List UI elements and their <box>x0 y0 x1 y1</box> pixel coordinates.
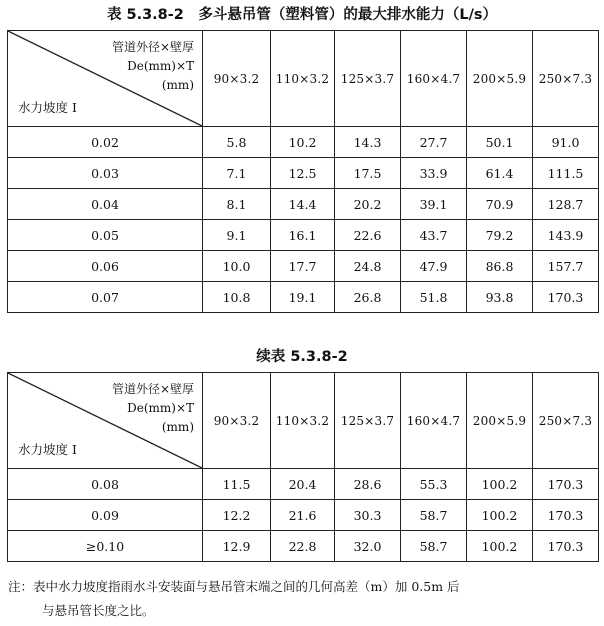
table-row <box>8 158 599 189</box>
column-header: 160×4.7 <box>401 31 467 127</box>
slope-cell: 0.09 <box>8 500 203 531</box>
table-row <box>8 189 599 220</box>
value-cell: 93.8 <box>467 282 533 313</box>
value-cell: 14.4 <box>271 189 335 220</box>
column-header: 90×3.2 <box>203 373 271 469</box>
value-cell: 20.2 <box>335 189 401 220</box>
drainage-capacity-table-continued <box>7 372 599 562</box>
value-cell: 70.9 <box>467 189 533 220</box>
value-cell: 51.8 <box>401 282 467 313</box>
value-cell: 47.9 <box>401 251 467 282</box>
value-cell: 39.1 <box>401 189 467 220</box>
table-row <box>8 469 599 500</box>
value-cell: 26.8 <box>335 282 401 313</box>
value-cell: 11.5 <box>203 469 271 500</box>
header-slope-label: 水力坡度 I <box>18 100 77 115</box>
column-header: 125×3.7 <box>335 373 401 469</box>
value-cell: 170.3 <box>533 469 599 500</box>
value-cell: 22.8 <box>271 531 335 562</box>
value-cell: 22.6 <box>335 220 401 251</box>
column-header: 110×3.2 <box>271 373 335 469</box>
value-cell: 17.7 <box>271 251 335 282</box>
slope-cell: ≥0.10 <box>8 531 203 562</box>
value-cell: 100.2 <box>467 500 533 531</box>
value-cell: 79.2 <box>467 220 533 251</box>
value-cell: 7.1 <box>203 158 271 189</box>
value-cell: 100.2 <box>467 469 533 500</box>
table-row <box>8 282 599 313</box>
value-cell: 10.8 <box>203 282 271 313</box>
value-cell: 91.0 <box>533 127 599 158</box>
value-cell: 86.8 <box>467 251 533 282</box>
table-row <box>8 531 599 562</box>
value-cell: 14.3 <box>335 127 401 158</box>
value-cell: 24.8 <box>335 251 401 282</box>
column-header: 160×4.7 <box>401 373 467 469</box>
value-cell: 55.3 <box>401 469 467 500</box>
table-row <box>8 251 599 282</box>
slope-cell: 0.03 <box>8 158 203 189</box>
value-cell: 61.4 <box>467 158 533 189</box>
slope-cell: 0.05 <box>8 220 203 251</box>
note-line: 与悬吊管长度之比。 <box>42 603 155 618</box>
column-header: 250×7.3 <box>533 373 599 469</box>
value-cell: 9.1 <box>203 220 271 251</box>
value-cell: 100.2 <box>467 531 533 562</box>
column-header: 200×5.9 <box>467 31 533 127</box>
value-cell: 8.1 <box>203 189 271 220</box>
column-header: 200×5.9 <box>467 373 533 469</box>
diagonal-header-cell <box>8 31 203 127</box>
value-cell: 17.5 <box>335 158 401 189</box>
slope-cell: 0.04 <box>8 189 203 220</box>
table-note <box>8 575 598 623</box>
value-cell: 28.6 <box>335 469 401 500</box>
value-cell: 12.9 <box>203 531 271 562</box>
column-header: 125×3.7 <box>335 31 401 127</box>
value-cell: 157.7 <box>533 251 599 282</box>
value-cell: 170.3 <box>533 282 599 313</box>
value-cell: 12.5 <box>271 158 335 189</box>
table-title: 表 5.3.8-2 多斗悬吊管（塑料管）的最大排水能力（L/s） <box>106 7 498 23</box>
header-pipe-unit: (mm) <box>161 78 194 92</box>
value-cell: 10.0 <box>203 251 271 282</box>
note-line: 注：表中水力坡度指雨水斗安装面与悬吊管末端之间的几何高差（m）加 0.5m 后 <box>8 579 460 594</box>
column-header: 250×7.3 <box>533 31 599 127</box>
drainage-capacity-table <box>7 30 599 313</box>
value-cell: 16.1 <box>271 220 335 251</box>
value-cell: 20.4 <box>271 469 335 500</box>
value-cell: 58.7 <box>401 531 467 562</box>
value-cell: 58.7 <box>401 500 467 531</box>
table-row <box>8 500 599 531</box>
header-row <box>8 373 599 469</box>
header-pipe-formula: De(mm)×T <box>127 401 194 415</box>
value-cell: 111.5 <box>533 158 599 189</box>
value-cell: 30.3 <box>335 500 401 531</box>
value-cell: 170.3 <box>533 531 599 562</box>
value-cell: 170.3 <box>533 500 599 531</box>
value-cell: 12.2 <box>203 500 271 531</box>
table-row <box>8 127 599 158</box>
value-cell: 143.9 <box>533 220 599 251</box>
value-cell: 10.2 <box>271 127 335 158</box>
value-cell: 128.7 <box>533 189 599 220</box>
header-pipe-formula: De(mm)×T <box>127 59 194 73</box>
value-cell: 21.6 <box>271 500 335 531</box>
slope-cell: 0.06 <box>8 251 203 282</box>
diagonal-header-cell <box>8 373 203 469</box>
slope-cell: 0.07 <box>8 282 203 313</box>
value-cell: 27.7 <box>401 127 467 158</box>
value-cell: 19.1 <box>271 282 335 313</box>
header-pipe-size-label: 管道外径×壁厚 <box>111 382 194 396</box>
header-pipe-size-label: 管道外径×壁厚 <box>111 40 194 54</box>
value-cell: 50.1 <box>467 127 533 158</box>
value-cell: 32.0 <box>335 531 401 562</box>
header-slope-label: 水力坡度 I <box>18 442 77 457</box>
slope-cell: 0.08 <box>8 469 203 500</box>
header-pipe-unit: (mm) <box>161 420 194 434</box>
value-cell: 5.8 <box>203 127 271 158</box>
header-row <box>8 31 599 127</box>
value-cell: 33.9 <box>401 158 467 189</box>
continued-table-title: 续表 5.3.8-2 <box>256 349 348 365</box>
value-cell: 43.7 <box>401 220 467 251</box>
column-header: 110×3.2 <box>271 31 335 127</box>
slope-cell: 0.02 <box>8 127 203 158</box>
table-row <box>8 220 599 251</box>
column-header: 90×3.2 <box>203 31 271 127</box>
